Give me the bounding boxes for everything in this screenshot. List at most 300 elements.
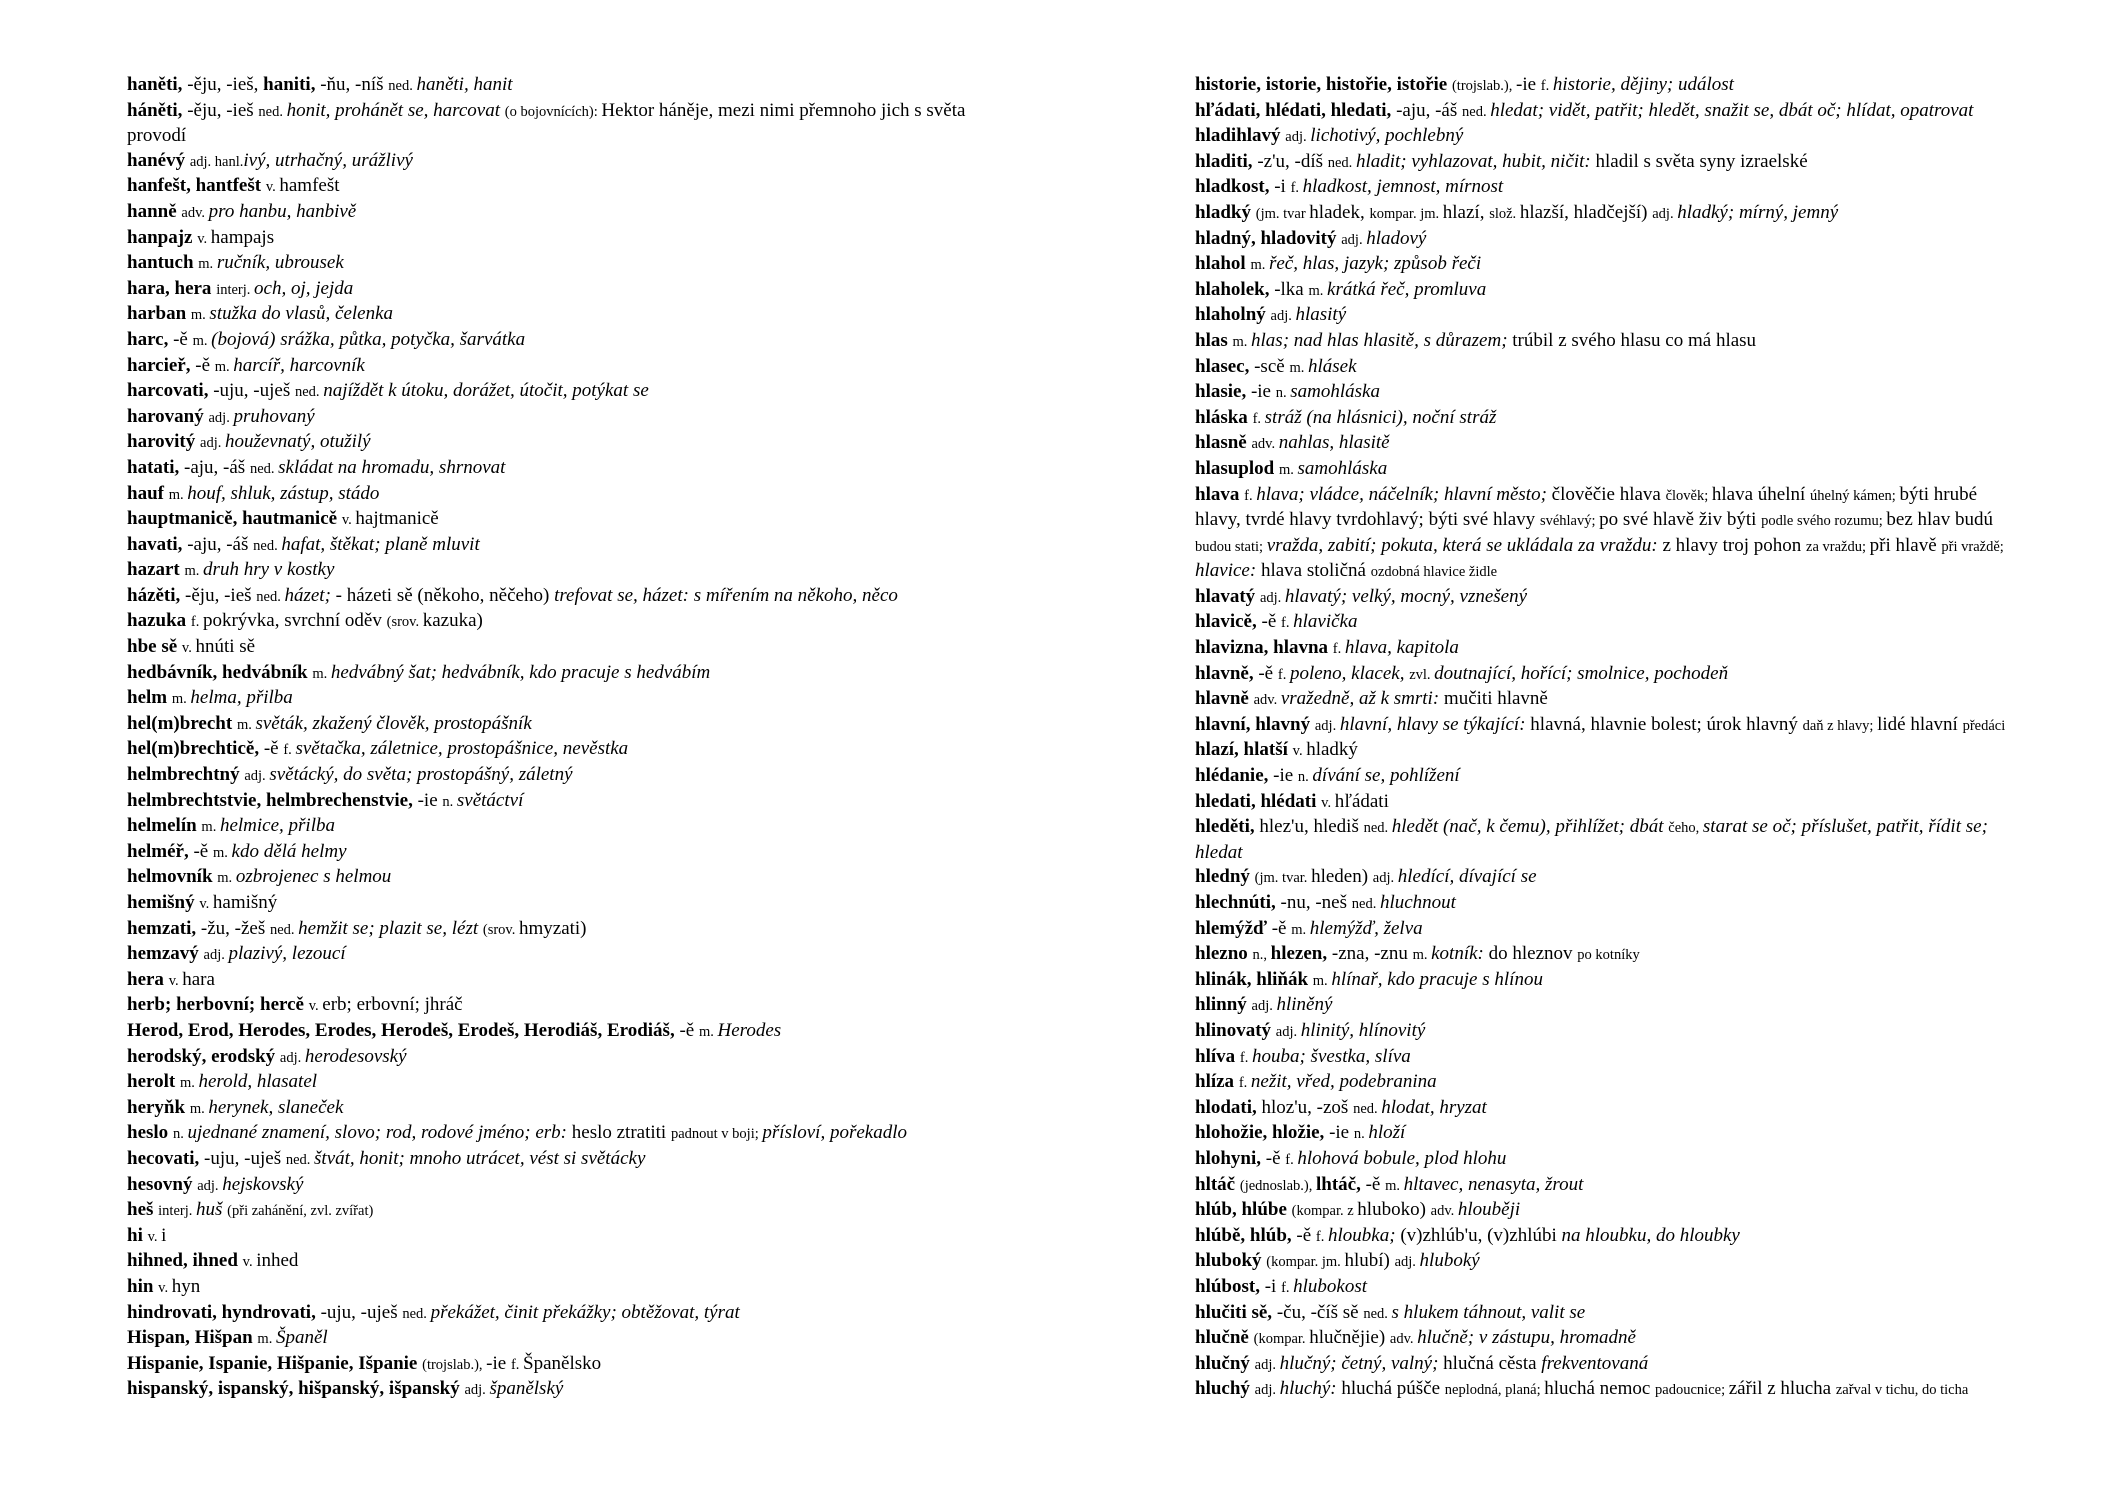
entry-text: při hlavě — [1869, 534, 1942, 556]
entry-meaning: hladkost, jemnost, mírnost — [1302, 176, 1504, 198]
entry-text: hamišný — [212, 892, 278, 913]
entry-headword: hlohožie, hložie, — [1195, 1122, 1330, 1144]
entry-meaning: hlinitý, hlínovitý — [1300, 1019, 1426, 1041]
entry-headword: hladkost, — [1195, 176, 1275, 198]
entry-grammar-note: padnout v boji; — [670, 1126, 763, 1143]
entry-grammar-note: kompar. jm. — [1369, 205, 1443, 222]
entry-headword: hantuch — [127, 252, 199, 274]
entry-grammar-note: úhelný kámen; — [1810, 487, 1900, 504]
entry-meaning: hlínař, kdo pracuje s hlínou — [1331, 968, 1543, 990]
dictionary-column-left — [127, 73, 1027, 1403]
entry-headword: helmovník — [127, 866, 218, 888]
entry-grammar-note: (trojslab.), — [1451, 78, 1516, 94]
entry-text: po své hlavě živ býti — [1599, 509, 1762, 531]
entry-grammar-note: m. — [171, 691, 191, 708]
entry-text: -zna, -znu — [1331, 943, 1413, 965]
dictionary-entry — [1195, 1019, 2015, 1045]
entry-grammar-note: m. — [213, 844, 232, 861]
dictionary-entry — [127, 149, 1027, 175]
dictionary-entry — [127, 609, 1027, 635]
entry-meaning: houba; švestka, slíva — [1251, 1045, 1411, 1067]
entry-meaning: hliněný — [1276, 994, 1333, 1016]
entry-headword: hlavně — [1195, 688, 1254, 710]
entry-grammar-note: m. — [1289, 359, 1308, 376]
dictionary-entry — [127, 1173, 1027, 1199]
entry-grammar-note: m. — [1308, 282, 1328, 299]
entry-headword: hel(m)brecht — [127, 712, 237, 734]
entry-text: erb; erbovní; jhráč — [322, 994, 463, 1016]
entry-grammar-note: v. — [1321, 794, 1335, 811]
entry-headword: hlinný — [1195, 994, 1252, 1016]
entry-text: hladek, — [1309, 201, 1370, 223]
entry-grammar-note: (jednoslab.), — [1239, 1177, 1316, 1194]
entry-headword: hlohyni, — [1195, 1147, 1266, 1169]
entry-meaning: hafat, štěkat; planě mluvit — [281, 533, 480, 555]
dictionary-entry — [1195, 585, 2015, 611]
entry-text: -ě — [1296, 1224, 1316, 1246]
entry-headword: hlas — [1195, 329, 1233, 351]
entry-grammar-note: v. — [1292, 743, 1307, 760]
entry-grammar-note: ned. — [249, 460, 279, 477]
dictionary-entry — [1195, 201, 2015, 227]
entry-text: -ie — [1516, 74, 1541, 95]
entry-headword: helmbrechtstvie, helmbrechenstvie, — [127, 789, 418, 811]
entry-grammar-note: adj. — [1254, 1382, 1280, 1399]
entry-grammar-note: adv. — [1253, 692, 1281, 709]
entry-grammar-note: adj. — [1394, 1254, 1420, 1271]
entry-headword: hlavně, — [1195, 662, 1259, 684]
dictionary-entry — [127, 789, 1027, 815]
entry-headword: harovitý — [127, 431, 201, 453]
entry-text: hleden) — [1311, 866, 1373, 888]
entry-grammar-note: ned. — [253, 537, 282, 554]
dictionary-entry — [1195, 1301, 2015, 1327]
entry-headword: hlezno — [1195, 943, 1253, 965]
entry-grammar-note: m. — [190, 307, 210, 324]
entry-meaning: samohláska — [1297, 457, 1388, 479]
entry-meaning: hlohová bobule, plod hlohu — [1297, 1147, 1507, 1169]
entry-text: -uju, -uješ — [320, 1301, 403, 1323]
entry-meaning: hlavice: — [1195, 560, 1261, 582]
dictionary-entry — [1195, 1224, 2015, 1250]
dictionary-entry — [1195, 278, 2015, 304]
entry-grammar-note: v. — [341, 512, 356, 529]
entry-meaning: španělský — [489, 1378, 564, 1400]
entry-headword: lhtáč, — [1315, 1173, 1366, 1195]
entry-text: -ě — [193, 840, 213, 862]
entry-grammar-note: adj. — [1341, 231, 1367, 248]
entry-text: -aju, -áš — [187, 533, 254, 555]
entry-grammar-note: f. — [190, 614, 203, 631]
entry-grammar-note: adj. — [203, 947, 229, 964]
entry-text: hladil s světa syny izraelské — [1595, 150, 1808, 172]
dictionary-entry — [127, 99, 1027, 149]
entry-grammar-note: (srov. — [386, 614, 423, 631]
dictionary-entry — [127, 763, 1027, 789]
dictionary-entry — [127, 430, 1027, 456]
entry-headword: heš — [127, 1199, 159, 1221]
entry-grammar-note: (jm. tvar — [1255, 205, 1310, 222]
entry-grammar-note: adj. — [1372, 870, 1398, 887]
entry-headword: hi — [127, 1224, 148, 1246]
entry-grammar-note: (srov. — [482, 921, 519, 938]
dictionary-entry — [127, 533, 1027, 559]
entry-grammar-note: adv. — [1251, 436, 1279, 453]
entry-text: -aju, -áš — [1396, 99, 1463, 121]
entry-grammar-note: v. — [168, 972, 183, 989]
entry-grammar-note: m. — [179, 1075, 199, 1092]
entry-grammar-note: f. — [1290, 180, 1303, 197]
dictionary-entry — [127, 840, 1027, 866]
entry-grammar-note: n. — [442, 793, 457, 810]
entry-grammar-note: adv. — [1389, 1331, 1418, 1348]
entry-text: -ě — [1271, 917, 1292, 939]
dictionary-entry — [1195, 124, 2015, 150]
entry-grammar-note: m. — [1250, 257, 1269, 274]
entry-grammar-note: v. — [158, 1279, 172, 1296]
entry-meaning: hlouběji — [1457, 1199, 1521, 1221]
entry-headword: heslo — [127, 1122, 173, 1144]
dictionary-entry — [127, 73, 1027, 99]
dictionary-entry — [1195, 483, 2015, 585]
entry-meaning: hlubokost — [1293, 1275, 1368, 1297]
dictionary-entry — [127, 993, 1027, 1019]
entry-grammar-note: po kotníky — [1577, 947, 1640, 964]
entry-meaning: řeč, hlas, jazyk; způsob řeči — [1268, 253, 1482, 275]
entry-meaning: hlučně; v zástupu, hromadně — [1417, 1327, 1636, 1349]
entry-headword: hlúbost, — [1195, 1275, 1265, 1297]
entry-grammar-note: (kompar. jm. — [1266, 1254, 1345, 1271]
entry-grammar-note: adv. — [1430, 1203, 1458, 1220]
entry-meaning: harcíř, harcovník — [233, 354, 365, 376]
entry-grammar-note: m. — [198, 256, 217, 273]
entry-text: hnúti sě — [195, 636, 256, 658]
entry-text: -aju, -áš — [184, 456, 250, 478]
entry-headword: házěti, — [127, 584, 186, 606]
entry-text: hľádati — [1334, 790, 1389, 812]
entry-grammar-note: adj. hanl. — [189, 153, 244, 170]
dictionary-entry — [1195, 1147, 2015, 1173]
entry-meaning: hlavatý; velký, mocný, vznešený — [1284, 585, 1528, 607]
entry-grammar-note: podle svého rozumu; — [1761, 513, 1887, 530]
entry-grammar-note: adv. — [181, 204, 209, 221]
entry-grammar-note: m. — [168, 486, 188, 503]
entry-grammar-note: m. — [214, 358, 234, 375]
dictionary-entry — [127, 277, 1027, 303]
entry-grammar-note: (kompar. — [1253, 1331, 1310, 1348]
entry-grammar-note: f. — [283, 742, 296, 759]
entry-headword: hbe sě — [127, 636, 182, 658]
entry-grammar-note: m. — [1278, 461, 1298, 478]
entry-grammar-note: m. — [1385, 1177, 1404, 1194]
entry-text: hampajs — [210, 226, 275, 248]
entry-text: hamfešt — [279, 175, 340, 197]
entry-grammar-note: v. — [308, 998, 323, 1015]
entry-grammar-note: v. — [242, 1254, 257, 1271]
entry-headword: hltáč — [1195, 1173, 1240, 1195]
entry-headword: hin — [127, 1275, 159, 1297]
entry-headword: hladný, hladovitý — [1195, 227, 1342, 249]
entry-grammar-note: m. — [698, 1023, 718, 1040]
dictionary-entry — [127, 379, 1027, 405]
entry-text: kazuka) — [422, 610, 483, 632]
entry-headword: hara, hera — [127, 277, 217, 299]
dictionary-entry — [1195, 1096, 2015, 1122]
entry-text: hluchá nemoc — [1544, 1378, 1656, 1400]
entry-headword: hanévý — [127, 149, 190, 171]
entry-meaning: poleno, klacek, — [1289, 662, 1410, 684]
dictionary-entry — [1195, 1249, 2015, 1275]
entry-text: -z'u, -díš — [1257, 150, 1328, 172]
entry-grammar-note: adj. — [200, 435, 225, 452]
entry-headword: hlasuplod — [1195, 457, 1279, 479]
entry-meaning: stužka do vlasů, čelenka — [209, 303, 394, 325]
entry-text: -nu, -neš — [1280, 892, 1352, 913]
dictionary-entry — [127, 558, 1027, 584]
dictionary-entry — [127, 1198, 1027, 1224]
dictionary-entry — [127, 661, 1027, 687]
entry-grammar-note: ned. — [256, 588, 285, 605]
entry-grammar-note: čeho, — [1668, 820, 1703, 837]
entry-text: z hlavy troj pohon — [1662, 534, 1807, 556]
entry-text: -ě — [1365, 1173, 1386, 1195]
entry-text: -ěju, -ieš, — [187, 74, 264, 95]
entry-headword: hlemýžď — [1195, 917, 1272, 939]
entry-text: -žu, -žeš — [200, 917, 270, 939]
dictionary-entry — [1195, 1377, 2015, 1403]
entry-headword: hispanský, ispanský, hišpanský, išpanský — [127, 1378, 465, 1400]
dictionary-entry — [1195, 865, 2015, 891]
entry-text: trúbil z svého hlasu co má hlasu — [1512, 329, 1757, 351]
entry-meaning: hlučný; četný, valný; — [1279, 1352, 1444, 1374]
entry-grammar-note: n. — [1353, 1126, 1369, 1143]
entry-text: -ie — [1250, 381, 1276, 403]
entry-text: hladký — [1306, 739, 1358, 761]
entry-meaning: vražedně, až k smrti: — [1280, 688, 1444, 710]
entry-meaning: světačka, záletnice, prostopášnice, nevěstka — [295, 738, 629, 760]
entry-headword: hlava — [1195, 483, 1245, 505]
entry-text: -ěju, -ieš — [187, 99, 259, 121]
entry-meaning: hledící, dívající se — [1397, 866, 1537, 888]
entry-headword: hlíza — [1195, 1071, 1239, 1093]
dictionary-entry — [1195, 457, 2015, 483]
dictionary-entry — [127, 405, 1027, 431]
entry-grammar-note: (při zahánění, zvl. zvířat) — [227, 1203, 374, 1220]
entry-grammar-note: f. — [1277, 666, 1290, 683]
entry-text: hmyzati) — [518, 917, 587, 939]
entry-grammar-note: ned. — [1363, 820, 1392, 837]
dictionary-entry — [1195, 227, 2015, 253]
entry-text: Španělsko — [523, 1352, 602, 1374]
entry-text: hyn — [171, 1275, 201, 1297]
entry-headword: Hispan, Hišpan — [127, 1327, 258, 1349]
entry-headword: háněti, — [127, 99, 188, 121]
dictionary-entry — [1195, 1173, 2015, 1199]
entry-text: -uju, -uješ — [213, 380, 295, 402]
dictionary-entry — [1195, 1198, 2015, 1224]
entry-text: zářil z hlucha — [1728, 1378, 1836, 1400]
entry-grammar-note: adj. — [279, 1049, 305, 1066]
entry-text: -ě — [173, 328, 193, 350]
dictionary-entry — [127, 1147, 1027, 1173]
entry-grammar-note: m. — [1312, 972, 1332, 989]
entry-headword: hlaholek, — [1195, 278, 1275, 300]
entry-grammar-note: člověk; — [1665, 487, 1712, 504]
entry-grammar-note: (trojslab.), — [422, 1356, 487, 1373]
entry-headword: historie, istorie, histořie, istořie — [1195, 74, 1452, 95]
entry-headword: hlinovatý — [1195, 1019, 1276, 1041]
entry-grammar-note: v. — [147, 1228, 162, 1245]
entry-meaning: hlava; vládce, náčelník; hlavní město; — [1256, 483, 1552, 505]
entry-meaning: nahlas, hlasitě — [1278, 432, 1390, 454]
dictionary-entry — [1195, 764, 2015, 790]
entry-grammar-note: v. — [265, 179, 280, 196]
entry-headword: hlinák, hliňák — [1195, 968, 1313, 990]
entry-grammar-note: daň z hlavy; — [1802, 717, 1878, 734]
entry-grammar-note: ned. — [388, 78, 417, 94]
entry-headword: hauf — [127, 482, 169, 504]
entry-meaning: najíždět k útoku, dorážet, útočit, potýkat se — [323, 380, 649, 402]
entry-meaning: ručník, ubrousek — [216, 252, 344, 274]
entry-meaning: starat se oč; příslušet, patřit, řídit se; hledat — [1195, 816, 1988, 863]
entry-text: býti hrubé hlavy, tvrdé hlavy tvrdohlavý; býti své hlavy — [1195, 483, 1978, 531]
entry-headword: Herod, Erod, Herodes, Erodes, Herodeš, Erodeš, Herodiáš, Erodiáš, — [127, 1019, 680, 1041]
entry-grammar-note: interj. — [158, 1203, 197, 1220]
dictionary-entry — [1195, 687, 2015, 713]
dictionary-entry — [127, 584, 1027, 610]
entry-meaning: haněti, hanit — [416, 74, 513, 95]
entry-meaning: trefovat se, házet: s mířením na někoho, něco — [554, 584, 898, 606]
dictionary-entry — [127, 1249, 1027, 1275]
entry-text: inhed — [256, 1250, 299, 1272]
dictionary-entry — [127, 200, 1027, 226]
entry-headword: hedbávník, hedvábník — [127, 661, 313, 683]
dictionary-entry — [1195, 73, 2015, 99]
entry-grammar-note: budou stati; — [1195, 538, 1267, 555]
entry-text: -ě — [679, 1019, 699, 1041]
entry-text: -scě — [1254, 355, 1290, 377]
entry-grammar-note: f. — [1332, 641, 1345, 658]
entry-headword: hlíva — [1195, 1045, 1240, 1067]
entry-headword: hlučně — [1195, 1327, 1254, 1349]
dictionary-entry — [127, 1070, 1027, 1096]
entry-text: hara — [182, 968, 215, 990]
entry-grammar-note: m. — [184, 563, 204, 580]
entry-grammar-note: f. — [510, 1356, 524, 1373]
entry-headword: herb; herbovní; hercě — [127, 994, 309, 1016]
entry-text: hlučná cěsta — [1443, 1352, 1542, 1374]
entry-text: lidé hlavní — [1877, 713, 1963, 735]
dictionary-entry — [1195, 431, 2015, 457]
entry-meaning: (bojová) srážka, půtka, potyčka, šarvátka — [211, 328, 526, 350]
entry-text: Hektor háněje, mezi nimi přemnoho jich s světa provodí — [127, 99, 966, 147]
dictionary-entry — [127, 507, 1027, 533]
dictionary-entry — [127, 482, 1027, 508]
entry-headword: hlechnúti, — [1195, 892, 1281, 913]
entry-grammar-note: f. — [1540, 78, 1553, 94]
dictionary-entry — [1195, 380, 2015, 406]
entry-grammar-note: v. — [199, 896, 213, 912]
entry-meaning: hlemýžď, želva — [1309, 917, 1423, 939]
entry-headword: hauptmanicě, hautmanicě — [127, 508, 342, 530]
dictionary-entry — [1195, 815, 2015, 865]
entry-grammar-note: při vraždě; — [1941, 538, 2004, 555]
entry-meaning: houf, shluk, zástup, stádo — [187, 482, 380, 504]
entry-meaning: krátká řeč, promluva — [1327, 278, 1487, 300]
dictionary-entry — [1195, 150, 2015, 176]
dictionary-entry — [1195, 993, 2015, 1019]
entry-grammar-note: f. — [1252, 410, 1265, 427]
entry-meaning: hltavec, nenasyta, žrout — [1403, 1173, 1584, 1195]
dictionary-entry — [1195, 355, 2015, 381]
dictionary-entry — [127, 1326, 1027, 1352]
entry-grammar-note: f. — [1281, 1279, 1294, 1296]
entry-grammar-note: ned. — [1353, 1100, 1382, 1117]
entry-headword: hlédanie, — [1195, 765, 1274, 787]
entry-meaning: vražda, zabití; pokuta, která se ukládala za vraždu: — [1266, 534, 1663, 556]
entry-headword: havati, — [127, 533, 188, 555]
entry-meaning: nežit, vřed, podebranina — [1250, 1071, 1437, 1093]
entry-meaning: hladký; mírný, jemný — [1677, 201, 1839, 223]
entry-grammar-note: adj. — [1275, 1023, 1301, 1040]
entry-grammar-note: v. — [181, 640, 196, 657]
entry-text: pokrývka, svrchní oděv — [202, 610, 387, 632]
dictionary-entry — [127, 1377, 1027, 1403]
entry-grammar-note: adj. — [208, 409, 234, 426]
entry-meaning: hlodat, hryzat — [1381, 1096, 1487, 1118]
dictionary-entry — [127, 712, 1027, 738]
entry-grammar-note: n. — [1275, 385, 1291, 402]
dictionary-entry — [1195, 1070, 2015, 1096]
dictionary-entry — [1195, 1275, 2015, 1301]
entry-grammar-note: n. — [172, 1126, 188, 1143]
dictionary-entry — [127, 1096, 1027, 1122]
entry-headword: hlasně — [1195, 432, 1252, 454]
entry-text: heslo ztratiti — [571, 1122, 671, 1144]
entry-grammar-note: neplodná, planá; — [1444, 1382, 1545, 1399]
entry-text: -i — [1264, 1275, 1282, 1297]
entry-text: -ě — [263, 738, 284, 760]
entry-meaning: hloubka; — [1328, 1224, 1401, 1246]
dictionary-entry — [127, 354, 1027, 380]
entry-meaning: herold, hlasatel — [198, 1071, 318, 1093]
entry-meaning: houževnatý, otužilý — [224, 431, 371, 453]
entry-text: -ěju, -ieš — [185, 584, 257, 606]
dictionary-entry — [1195, 738, 2015, 764]
entry-grammar-note: zařval v tichu, do ticha — [1835, 1382, 1969, 1399]
entry-meaning: pro hanbu, hanbivě — [208, 200, 357, 222]
entry-grammar-note: padoucnice; — [1655, 1382, 1729, 1399]
entry-grammar-note: (o bojovnících): — [504, 103, 602, 120]
entry-headword: hatati, — [127, 456, 184, 478]
entry-headword: hleděti, — [1195, 816, 1260, 838]
entry-headword: hlavatý — [1195, 585, 1260, 607]
entry-grammar-note: adj. — [1259, 589, 1285, 606]
entry-text: hlazší, hladčejší) — [1519, 201, 1653, 223]
entry-headword: hazart — [127, 559, 185, 581]
entry-grammar-note: m. — [201, 819, 220, 836]
entry-meaning: světák, zkažený člověk, prostopášník — [255, 712, 532, 734]
entry-headword: helméř, — [127, 840, 194, 862]
entry-headword: hindrovati, hyndrovati, — [127, 1301, 321, 1323]
entry-meaning: štvát, honit; mnoho utrácet, vést si světácky — [314, 1147, 646, 1169]
entry-text: -lka — [1274, 278, 1309, 300]
entry-grammar-note: f. — [1238, 1075, 1251, 1092]
entry-headword: hľádati, hlédati, hledati, — [1195, 99, 1397, 121]
entry-grammar-note: (kompar. z — [1291, 1203, 1358, 1220]
entry-meaning: hlavička — [1293, 611, 1358, 633]
entry-text: -ě — [195, 354, 215, 376]
